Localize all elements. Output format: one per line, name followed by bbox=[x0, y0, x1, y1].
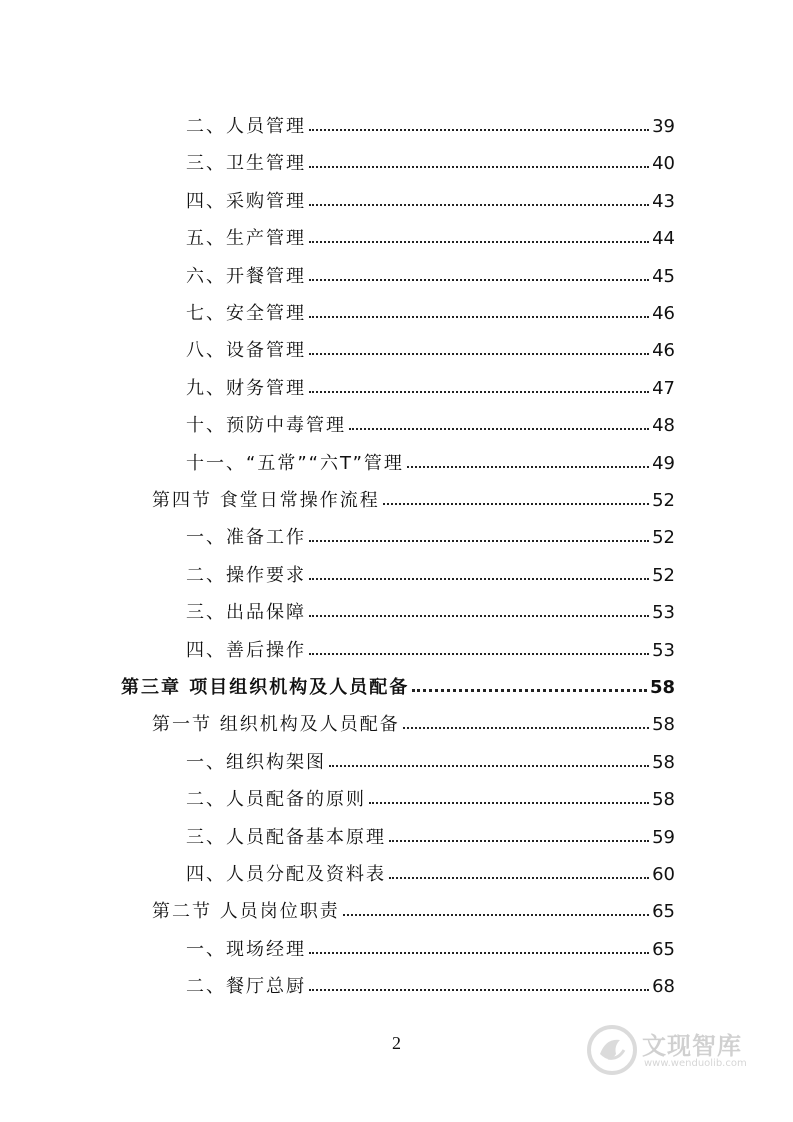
watermark bbox=[586, 1020, 756, 1080]
toc-entry-title: 四、善后操作 bbox=[186, 639, 306, 661]
dot-leader bbox=[329, 765, 649, 767]
toc-entry[interactable] bbox=[186, 101, 675, 138]
watermark-logo-icon bbox=[586, 1024, 638, 1076]
toc-entry-title: 八、设备管理 bbox=[186, 340, 306, 362]
toc-entry-title: 一、现场经理 bbox=[186, 938, 306, 960]
dot-leader bbox=[309, 166, 649, 168]
toc-entry[interactable] bbox=[186, 625, 675, 662]
toc-entry-title: 四、采购管理 bbox=[186, 190, 306, 212]
toc-entry-title: 二、人员管理 bbox=[186, 116, 306, 137]
dot-leader bbox=[309, 353, 649, 355]
toc-entry-page: 39 bbox=[652, 116, 675, 137]
dot-leader bbox=[309, 241, 649, 243]
toc-entry-title: 二、人员配备的原则 bbox=[186, 789, 366, 811]
watermark-brand: 文现智库 bbox=[642, 1032, 742, 1060]
toc-entry-title: 一、准备工作 bbox=[186, 527, 306, 549]
toc-entry[interactable] bbox=[186, 176, 675, 213]
toc-entry[interactable] bbox=[152, 475, 675, 512]
watermark-url: www.wenduolib.com bbox=[644, 1058, 747, 1069]
toc-entry[interactable] bbox=[186, 961, 675, 998]
toc-entry-title: 二、操作要求 bbox=[186, 564, 306, 586]
toc-entry-page: 48 bbox=[652, 415, 675, 437]
toc-entry-page: 58 bbox=[649, 677, 675, 698]
toc-entry[interactable] bbox=[186, 400, 675, 437]
toc-entry-page: 58 bbox=[652, 714, 675, 736]
toc-entry-title: 六、开餐管理 bbox=[186, 265, 306, 287]
dot-leader bbox=[309, 129, 649, 131]
dot-leader bbox=[309, 316, 649, 318]
toc-entry-page: 52 bbox=[652, 527, 675, 549]
dot-leader bbox=[309, 279, 649, 281]
dot-leader bbox=[309, 204, 649, 206]
toc-entry-page: 65 bbox=[652, 901, 675, 923]
toc-entry[interactable] bbox=[186, 138, 675, 175]
toc-entry-page: 53 bbox=[652, 639, 675, 661]
dot-leader bbox=[309, 578, 649, 580]
toc-entry-title: 第三章 项目组织机构及人员配备 bbox=[121, 677, 410, 698]
toc-entry[interactable] bbox=[186, 213, 675, 250]
toc-entry-page: 47 bbox=[652, 377, 675, 399]
dot-leader bbox=[412, 689, 647, 692]
toc-entry-page: 58 bbox=[652, 789, 675, 811]
toc-entry-title: 五、生产管理 bbox=[186, 228, 306, 250]
toc-entry-page: 46 bbox=[652, 340, 675, 362]
toc-entry-title: 四、人员分配及资料表 bbox=[186, 864, 386, 885]
toc-entry-page: 49 bbox=[652, 452, 675, 474]
toc-entry-title: 三、人员配备基本原理 bbox=[186, 826, 386, 848]
toc-entry-title: 二、餐厅总厨 bbox=[186, 976, 306, 998]
toc-entry-title: 三、卫生管理 bbox=[186, 153, 306, 175]
toc-entry-page: 52 bbox=[652, 490, 675, 511]
toc-entry[interactable] bbox=[186, 924, 675, 961]
toc-entry[interactable] bbox=[186, 774, 675, 811]
toc-entry[interactable] bbox=[186, 325, 675, 362]
toc-entry[interactable] bbox=[186, 849, 675, 886]
toc-entry-title: 十一、“五常”“六T”管理 bbox=[186, 452, 404, 474]
toc-entry-title: 第二节 人员岗位职责 bbox=[152, 901, 340, 923]
toc-entry-title: 一、组织构架图 bbox=[186, 751, 326, 773]
toc-entry-page: 68 bbox=[652, 976, 675, 998]
toc-entry[interactable] bbox=[152, 699, 675, 736]
toc-entry-page: 46 bbox=[652, 303, 675, 324]
toc-entry-page: 53 bbox=[652, 602, 675, 624]
toc-entry-page: 40 bbox=[652, 153, 675, 175]
toc-entry-title: 第四节 食堂日常操作流程 bbox=[152, 490, 380, 511]
dot-leader bbox=[389, 840, 649, 842]
toc-entry-page: 60 bbox=[652, 864, 675, 885]
dot-leader bbox=[309, 391, 649, 393]
toc-entry-page: 43 bbox=[652, 190, 675, 212]
dot-leader bbox=[349, 428, 649, 430]
dot-leader bbox=[383, 503, 649, 505]
toc-entry-page: 52 bbox=[652, 564, 675, 586]
toc-entry[interactable] bbox=[186, 587, 675, 624]
toc-entry[interactable] bbox=[186, 363, 675, 400]
toc-entry[interactable] bbox=[186, 438, 675, 475]
toc-entry-page: 58 bbox=[652, 751, 675, 773]
toc-entry-page: 45 bbox=[652, 265, 675, 287]
page-number: 2 bbox=[392, 1033, 401, 1053]
dot-leader bbox=[309, 540, 649, 542]
dot-leader bbox=[309, 989, 649, 991]
toc-entry[interactable] bbox=[152, 886, 675, 923]
dot-leader bbox=[343, 914, 649, 916]
toc-entry[interactable] bbox=[186, 512, 675, 549]
toc-entry-title: 第一节 组织机构及人员配备 bbox=[152, 714, 400, 736]
dot-leader bbox=[309, 952, 649, 954]
dot-leader bbox=[389, 877, 649, 879]
toc-entry-title: 十、预防中毒管理 bbox=[186, 415, 346, 437]
toc-entry-page: 44 bbox=[652, 228, 675, 250]
dot-leader bbox=[369, 802, 649, 804]
toc-entry[interactable] bbox=[121, 662, 675, 699]
toc-entry-page: 59 bbox=[652, 826, 675, 848]
toc-entry[interactable] bbox=[186, 288, 675, 325]
toc-entry[interactable] bbox=[186, 812, 675, 849]
toc-entry[interactable] bbox=[186, 737, 675, 774]
toc-entry-title: 三、出品保障 bbox=[186, 602, 306, 624]
dot-leader bbox=[309, 615, 649, 617]
dot-leader bbox=[407, 466, 649, 468]
dot-leader bbox=[309, 653, 649, 655]
toc-entry-page: 65 bbox=[652, 938, 675, 960]
toc-entry-title: 七、安全管理 bbox=[186, 303, 306, 324]
toc-entry[interactable] bbox=[186, 251, 675, 288]
toc-entry[interactable] bbox=[186, 550, 675, 587]
dot-leader bbox=[403, 727, 649, 729]
toc-entry-title: 九、财务管理 bbox=[186, 377, 306, 399]
